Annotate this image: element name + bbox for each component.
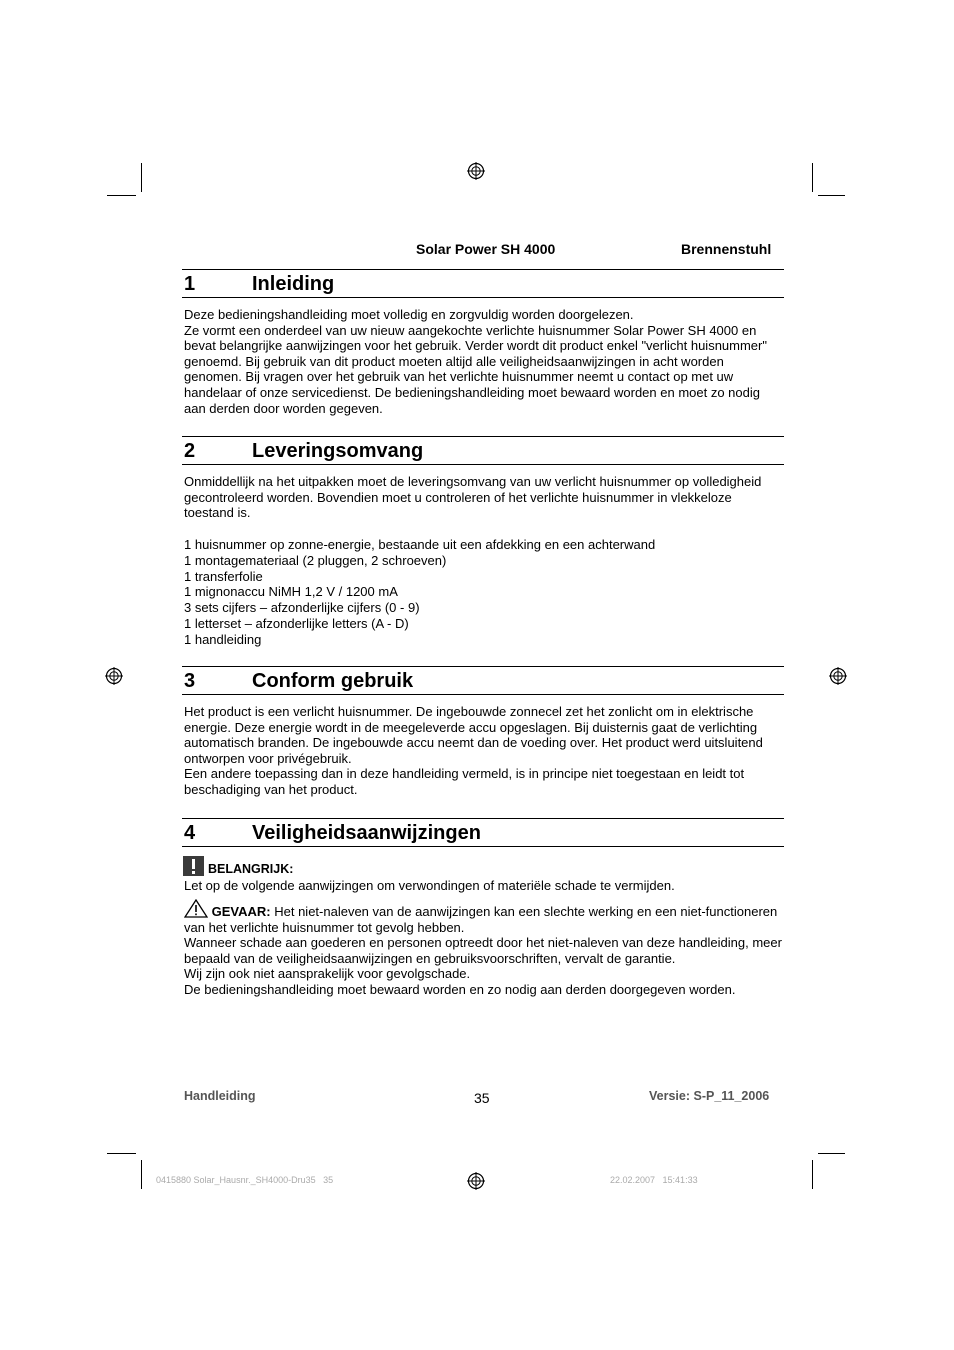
section-body [184,307,784,416]
page-number: 35 [474,1090,490,1106]
section-body [184,474,784,521]
section-rule [182,666,784,667]
registration-mark-icon [467,1172,485,1190]
list-item: 3 sets cijfers – afzonderlijke cijfers (0 - 9) [184,600,420,616]
section-number: 4 [184,822,196,844]
list-item: 1 transferfolie [184,568,263,584]
crop-mark [141,163,142,192]
footer-left: Handleiding [184,1089,256,1103]
footer-version: Versie: S-P_11_2006 [649,1089,770,1103]
list-item: 1 handleiding [184,631,262,647]
crop-mark [107,195,136,196]
header-rule [182,269,784,270]
registration-mark-icon [105,667,123,685]
danger-label: GEVAAR: [211,904,271,919]
section-title: Leveringsomvang [252,440,424,462]
danger-paragraph [184,899,784,935]
delivery-list [184,537,784,648]
list-item: 1 huisnummer op zonne-energie, bestaande uit een afdekking en een achterwand [184,537,656,552]
paragraph: Onmiddellijk na het uitpakken moet de leveringsomvang van uw verlicht huisnummer op volledigheid gecontroleerd worden. Bovendien moet u controleren of het verlichte huisnummer in vlekkeloze toestand is. [184,474,762,521]
crop-mark [818,1153,845,1154]
paragraph: Wanneer schade aan goederen en personen optreedt door het niet-naleven van deze handleiding, meer bepaald van de veiligheidsaanwijzingen en gebruiksvoorschriften, vervalt de garantie. [184,935,782,966]
section-rule [182,846,784,847]
list-item: 1 montagemateriaal (2 pluggen, 2 schroeven) [184,552,447,568]
section-rule [182,818,784,819]
danger-block [184,899,784,998]
list-item: 1 letterset – afzonderlijke letters (A - D) [184,615,409,631]
header-product: Solar Power SH 4000 [416,241,556,257]
important-label: BELANGRIJK: [208,862,294,876]
crop-mark [107,1153,136,1154]
exclamation-icon [183,856,204,876]
section-title: Conform gebruik [252,670,414,692]
section-number: 2 [184,440,196,462]
paragraph: Wij zijn ook niet aansprakelijk voor gevolgschade. [184,966,471,982]
section-rule [182,694,784,695]
paragraph: De bedieningshandleiding moet bewaard worden en zo nodig aan derden doorgegeven worden. [184,981,736,997]
crop-mark [818,195,845,196]
paragraph: Een andere toepassing dan in deze handleiding vermeld, is in principe niet toegestaan en leidt tot beschadiging van het product. [184,766,745,797]
warning-triangle-icon [184,899,208,918]
important-text: Let op de volgende aanwijzingen om verwondingen of materiële schade te vermijden. [184,878,675,893]
registration-mark-icon [829,667,847,685]
section-body [184,704,784,798]
section-number: 3 [184,670,196,692]
list-item: 1 mignonaccu NiMH 1,2 V / 1200 mA [184,584,398,600]
crop-mark [812,1160,813,1189]
section-rule [182,436,784,437]
slug-date: 22.02.2007 15:41:33 [610,1175,698,1185]
section-title: Veiligheidsaanwijzingen [252,822,481,844]
section-number: 1 [184,273,196,295]
paragraph: Deze bedieningshandleiding moet volledig en zorgvuldig worden doorgelezen. [184,307,634,322]
danger-text: Het niet-naleven van de aanwijzingen kan een slechte werking en een niet-functioneren van het verlichte huisnummer tot gevolg hebben. [184,904,778,935]
section-rule [182,464,784,465]
slug-file: 0415880 Solar_Hausnr._SH4000-Dru35 35 [156,1175,334,1185]
section-rule [182,297,784,298]
paragraph: Ze vormt een onderdeel van uw nieuw aangekochte verlichte huisnummer Solar Power SH 4000 en bevat belangrijke aanwijzingen voor het gebruik. Verder wordt dit product enkel "verlicht huisnummer" genoemd. Bij gebruik van dit product moeten altijd alle veiligheidsaanwijzingen in acht worden genomen. Bij vragen over het gebruik van het verlichte huisnummer neemt u contact op met uw handelaar of onze servicedienst. De bedieningshandleiding moet bewaard worden en moet zo nodig aan derden door worden gegeven. [184,322,767,416]
paragraph: Het product is een verlicht huisnummer. De ingebouwde zonnecel zet het zonlicht om in elektrische energie. Deze energie wordt in de meegeleverde accu opgeslagen. Bij duisternis gaat de verlichting automatisch branden. De ingebouwde accu neemt dan de voeding over. Het product werd uitsluitend ontworpen voor privégebruik. [184,704,763,766]
section-title: Inleiding [252,273,335,295]
registration-mark-icon [467,162,485,180]
crop-mark [812,163,813,192]
crop-mark [141,1160,142,1189]
header-brand: Brennenstuhl [681,241,772,257]
